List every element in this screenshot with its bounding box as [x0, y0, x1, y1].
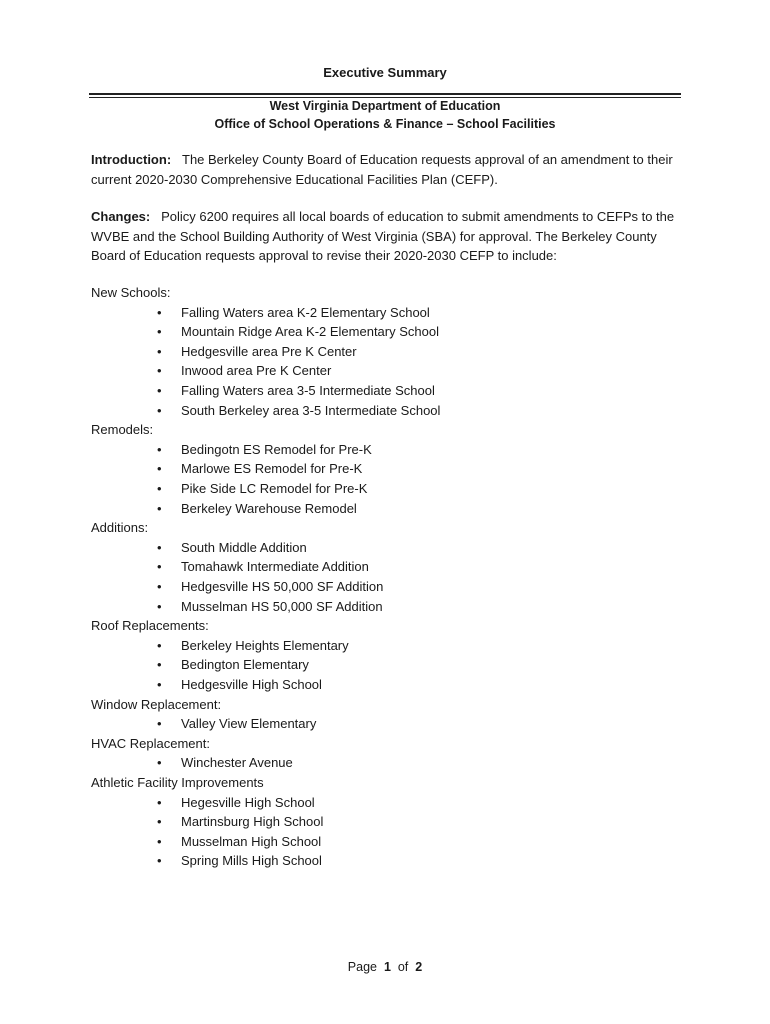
bullet-icon: • [157, 794, 162, 810]
list-item-text: Hedgesville area Pre K Center [181, 343, 357, 359]
list-item-text: Berkeley Heights Elementary [181, 637, 349, 653]
header-rule-thick [89, 93, 681, 95]
section-heading: HVAC Replacement: [91, 735, 210, 751]
list-item-text: Bedington Elementary [181, 657, 309, 673]
section-heading: Athletic Facility Improvements [91, 775, 264, 790]
list-item-text: Hedgesville High School [181, 677, 322, 692]
office-name: Office of School Operations & Finance – School Facilities [214, 117, 556, 131]
department-name: West Virginia Department of Education [269, 99, 501, 113]
list-item-text: Bedingotn ES Remodel for Pre-K [181, 441, 372, 457]
list-item [157, 440, 372, 459]
list-item-text: Spring Mills High School [181, 853, 322, 869]
bullet-icon: • [157, 402, 162, 418]
bullet-icon: • [157, 598, 162, 614]
list-item [157, 655, 309, 674]
bullet-icon: • [157, 363, 162, 379]
bullet-icon: • [157, 814, 162, 830]
bullet-icon: • [157, 637, 162, 653]
bullet-icon: • [157, 324, 162, 340]
list-item-text: Winchester Avenue [181, 755, 293, 771]
bullet-icon: • [157, 559, 162, 575]
bullet-icon: • [157, 657, 162, 673]
header-rule-thin [89, 97, 681, 98]
bullet-icon: • [157, 755, 162, 771]
list-item [157, 538, 307, 557]
bullet-icon: • [157, 833, 162, 849]
bullet-icon: • [157, 579, 162, 594]
section-heading: Additions: [91, 520, 149, 536]
bullet-icon: • [157, 500, 162, 516]
list-item-text: Tomahawk Intermediate Addition [181, 559, 369, 575]
changes-paragraph [91, 207, 681, 266]
list-item-text: Pike Side LC Remodel for Pre-K [181, 481, 368, 496]
list-item [157, 812, 323, 831]
bullet-icon: • [157, 716, 162, 732]
bullet-icon: • [157, 461, 162, 477]
list-item [157, 557, 369, 576]
section-heading: Remodels: [91, 422, 154, 438]
list-item-text: Falling Waters area K-2 Elementary School [181, 304, 430, 320]
bullet-icon: • [157, 539, 162, 555]
list-item [157, 479, 367, 498]
list-item [157, 303, 430, 322]
list-item [157, 636, 349, 655]
list-item [157, 459, 362, 478]
list-item-text: Musselman HS 50,000 SF Addition [181, 598, 383, 614]
list-item-text: Falling Waters area 3-5 Intermediate School [181, 383, 435, 398]
bullet-icon: • [157, 677, 162, 692]
list-item [157, 753, 293, 772]
list-item [157, 342, 357, 361]
list-item [157, 851, 322, 870]
bullet-icon: • [157, 383, 162, 398]
bullet-icon: • [157, 304, 162, 320]
list-item [157, 675, 322, 694]
list-item [157, 597, 383, 616]
section-heading: Window Replacement: [91, 696, 222, 712]
page-word: Page [347, 960, 377, 974]
changes-label: Changes: [91, 209, 151, 224]
list-item [157, 714, 316, 733]
page-footer [0, 960, 770, 974]
list-item-text: Valley View Elementary [181, 716, 317, 732]
list-item-text: Inwood area Pre K Center [181, 363, 332, 379]
bullet-icon: • [157, 481, 162, 496]
bullet-icon: • [157, 441, 162, 457]
list-item [157, 401, 440, 420]
list-item-text: Hedgesville HS 50,000 SF Addition [181, 579, 384, 594]
introduction-text: The Berkeley County Board of Education requests approval of an amendment to their current 2020-2030 Comprehensive Educational Facilities Plan (CEFP). [91, 152, 673, 187]
list-item [157, 381, 435, 400]
list-item-text: Marlowe ES Remodel for Pre-K [181, 461, 363, 477]
introduction-paragraph [91, 150, 681, 189]
list-item-text: South Berkeley area 3-5 Intermediate School [181, 402, 441, 418]
list-item-text: Musselman High School [181, 833, 322, 849]
list-item [157, 577, 383, 596]
introduction-label: Introduction: [91, 152, 172, 167]
list-item [157, 793, 315, 812]
list-item-text: Mountain Ridge Area K-2 Elementary School [181, 324, 439, 340]
bullet-icon: • [157, 853, 162, 869]
list-item [157, 361, 331, 380]
section-heading: Roof Replacements: [91, 618, 209, 634]
bullet-icon: • [157, 343, 162, 359]
list-item-text: Berkeley Warehouse Remodel [181, 500, 357, 516]
list-item [157, 499, 357, 518]
list-item-text: Hegesville High School [181, 794, 315, 810]
page-title: Executive Summary [323, 65, 447, 80]
list-item-text: Martinsburg High School [181, 814, 324, 830]
list-item-text: South Middle Addition [181, 539, 307, 555]
list-item [157, 322, 439, 341]
changes-text: Policy 6200 requires all local boards of education to submit amendments to CEFPs to the WVBE and the School Building Authority of West Virginia (SBA) for approval. The Berkeley County Board of Education requests approval to revise their 2020-2030 CEFP to include: [91, 209, 675, 263]
list-item [157, 832, 321, 851]
of-word: of [397, 960, 409, 974]
section-heading: New Schools: [91, 285, 171, 300]
page-current: 1 [383, 960, 391, 974]
page-total: 2 [415, 960, 423, 974]
